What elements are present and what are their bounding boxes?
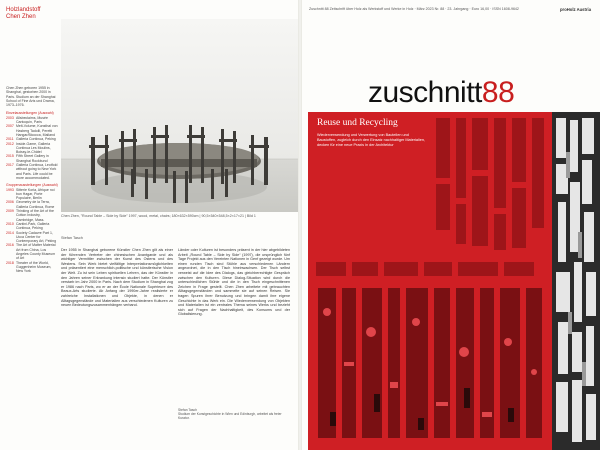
publisher-logo: proHolz Austria bbox=[560, 7, 592, 12]
exhibition-entry bbox=[6, 124, 58, 137]
exhibition-text: Inside-Game, Galleria Continua Les Moulins, Boissy-le-Châtel bbox=[16, 141, 51, 155]
exhibition-text: Fifth Street Gallery in Shanghai Rockbund bbox=[16, 154, 49, 163]
left-page-header bbox=[6, 7, 41, 21]
exhibition-year: 2016 bbox=[6, 243, 14, 248]
exhibition-year: 2014 bbox=[6, 230, 14, 235]
exhibition-year: 2011 bbox=[6, 137, 14, 142]
artist-name: Chen Zhen bbox=[6, 14, 36, 20]
exhibition-entry bbox=[6, 154, 58, 163]
exhibition-text: Geometry de la Terra, Galleria Continua, Rome bbox=[16, 200, 55, 209]
exhibition-text: Cantini-Park, Galleria Continua, Peking bbox=[16, 221, 50, 231]
exhibition-entry bbox=[6, 200, 58, 209]
exhibition-text: Galleria Continua, Peking bbox=[16, 137, 56, 142]
exhibition-text: Allsbeclaims, Musée Cantoquin, Paris bbox=[16, 115, 48, 125]
article-column-1: Der 1955 in Shanghai geborene Künstler Chen Zhen gilt als einer der führenden Vertreter der chinesischen Avantgarde und als wichtiger Vermittler zwischen der Kunst des Ostens und des Westens. Sein Werk bietet vielfältige Interpretationsmöglichkeiten und präsentiert eine menschlich-politische und künstlerische Vision der Welt. Zu ist sein Leben spirituellen Lehren, das der Künstler in den Jahren seiner Erkrankung intensiv studiert hatte. Der Künstler verstarb im Jahr 2000 in Paris. Nach dem Studium in Shanghai zog er 1986 nach Paris, wo er an der École Nationale Supérieure des Beaux-Arts studierte. Ab Anfang der 1990er-Jahre realisierte er zahlreiche Installationen und Objekte, in denen er Alltagsgegenstände und Materialien aus verschiedenen Kulturen zu neuen Bedeutungszusammenhängen verband. bbox=[61, 248, 173, 308]
exhibition-year: 2009 bbox=[6, 209, 14, 214]
exhibition-text: Sitterie Koria, Afrique noi bun Hagar, Porte Populaire, Berlin bbox=[16, 187, 55, 201]
exhibition-entry bbox=[6, 142, 58, 155]
page-gutter bbox=[298, 0, 302, 450]
exhibition-text: Society Cadavre Part 1, Ucca Center for Contemporary Art, Peking bbox=[16, 230, 57, 244]
magazine-masthead bbox=[368, 78, 514, 108]
exhibition-entry bbox=[6, 188, 58, 201]
installation-photo bbox=[61, 19, 298, 212]
exhibition-year: 2012 bbox=[6, 141, 14, 146]
exhibition-year: 2007 bbox=[6, 124, 14, 129]
issue-number: 88 bbox=[481, 76, 515, 109]
exhibition-entry bbox=[6, 163, 58, 180]
cover-image bbox=[308, 112, 600, 450]
group-exhibitions-heading: Gruppenausstellungen (Auswahl) bbox=[6, 183, 58, 188]
exhibition-year: 2017 bbox=[6, 163, 14, 168]
exhibition-entry bbox=[6, 261, 58, 274]
exhibition-text: Melt-Volume, Kunsthal von Hasberg Tadolli, Peretti Hangar/Bicocca, Mailand bbox=[16, 124, 58, 137]
round-table-illustration bbox=[61, 19, 298, 212]
exhibition-year: 2006 bbox=[6, 200, 14, 205]
masthead-word: zuschnitt bbox=[368, 76, 482, 109]
exhibition-text: Theater of the World, Guggenheim Museum, New York bbox=[16, 260, 52, 274]
exhibition-year: 2018 bbox=[6, 260, 14, 265]
exhibition-year: 1993 bbox=[6, 187, 14, 192]
exhibition-entry bbox=[6, 231, 58, 244]
author-footnote: Stefan Tasch Studium der Kunstgeschichte in Wien und Edinburgh, arbeitet als freier Kurator. bbox=[178, 408, 282, 421]
exhibition-year: 2003 bbox=[6, 115, 14, 120]
article-author: Stefan Tasch bbox=[61, 236, 83, 240]
article-column-2: Länder oder Kulturen ist besonders präsent in der hier abgebildeten Arbeit „Round Table – Side by Side“ (1997), die ursprünglich fünf Tage Projekt aus den Vereinten Nationen in Genf gezeigt wurde. Um einen runden Tisch sind Stühle aus verschiedenen Ländern angeordnet, die in den Tisch hineinwachsen. Der Tisch selbst verweist auf die Idee des Dialogs, das gleichberechtigte Gespräch zwischen den Kulturen. Diese Dialog-Situation wird durch die unterschiedlichen Stühle und die in den Tisch eingeschnittenen Zeichen in Frage gestellt. Chen Zhen arbeitete mit gebrauchten Alltagsgegenständen und sammelte sie auf seinen Reisen. Sie tragen Spuren ihrer Benutzung und bringen damit ihre eigene Geschichte in das Werk ein. Die Wiederverwendung von Objekten und Materialien ist ein zentrales Thema seines Werks und bezieht sich auf Fragen der Nachhaltigkeit, des Konsums und der Globalisierung. bbox=[178, 248, 290, 317]
section-title: Holzlandstoff bbox=[6, 7, 41, 13]
solo-exhibitions-list bbox=[6, 116, 58, 180]
issue-theme-title: Reuse und Recycling bbox=[317, 118, 398, 128]
artist-bio-column bbox=[6, 86, 58, 273]
exhibition-entry bbox=[6, 209, 58, 222]
artist-bio: Chen Zhen geboren 1955 in Shanghai, gestorben 2000 in Paris. Studium an der Shanghai School of Fine Arts und Drama, 1973–1976. bbox=[6, 86, 56, 108]
issue-theme-text: Wiederverwendung und Verwertung von Bauteilen und Baustoffen, zugleich durch den Einsatz nachhaltiger Materialien, decken für eine neue Praxis in der Architektur bbox=[317, 133, 425, 147]
exhibition-entry bbox=[6, 243, 58, 260]
exhibition-entry bbox=[6, 116, 58, 125]
exhibition-year: 2015 bbox=[6, 154, 14, 159]
exhibition-year: 2010 bbox=[6, 221, 14, 226]
exhibition-text: Thinking of the Art of the Cotton Industry, Cambridge, Mass. bbox=[16, 209, 54, 222]
reclaimed-items-illustration bbox=[308, 112, 600, 450]
photo-caption: Chen Zhen, "Round Table – Side by Side" 1997, wood, metal, chairs; 180×632×590cm | 90,5×540×548,5×2×17×21 | Bild 1 bbox=[61, 214, 256, 218]
exhibition-text: Galleria Continua, Leotfold without going to New York and Paris. Life could be more accommodated. bbox=[16, 163, 58, 180]
solo-exhibitions-heading: Einzelausstellungen (Auswahl) bbox=[6, 111, 54, 116]
exhibition-entry bbox=[6, 222, 58, 231]
group-exhibitions-list bbox=[6, 188, 58, 274]
exhibition-text: The Art of Matter Material Art from China, Los Angeles County Museum of Art bbox=[16, 243, 56, 261]
right-page-header: Zuschnitt 88 Zeitschrift über Holz als Werkstoff und Werke in Holz · März 2023 Nr. 88 · 23. Jahrgang · Euro 16,00 · ISSN 1608-9642 bbox=[309, 7, 519, 11]
